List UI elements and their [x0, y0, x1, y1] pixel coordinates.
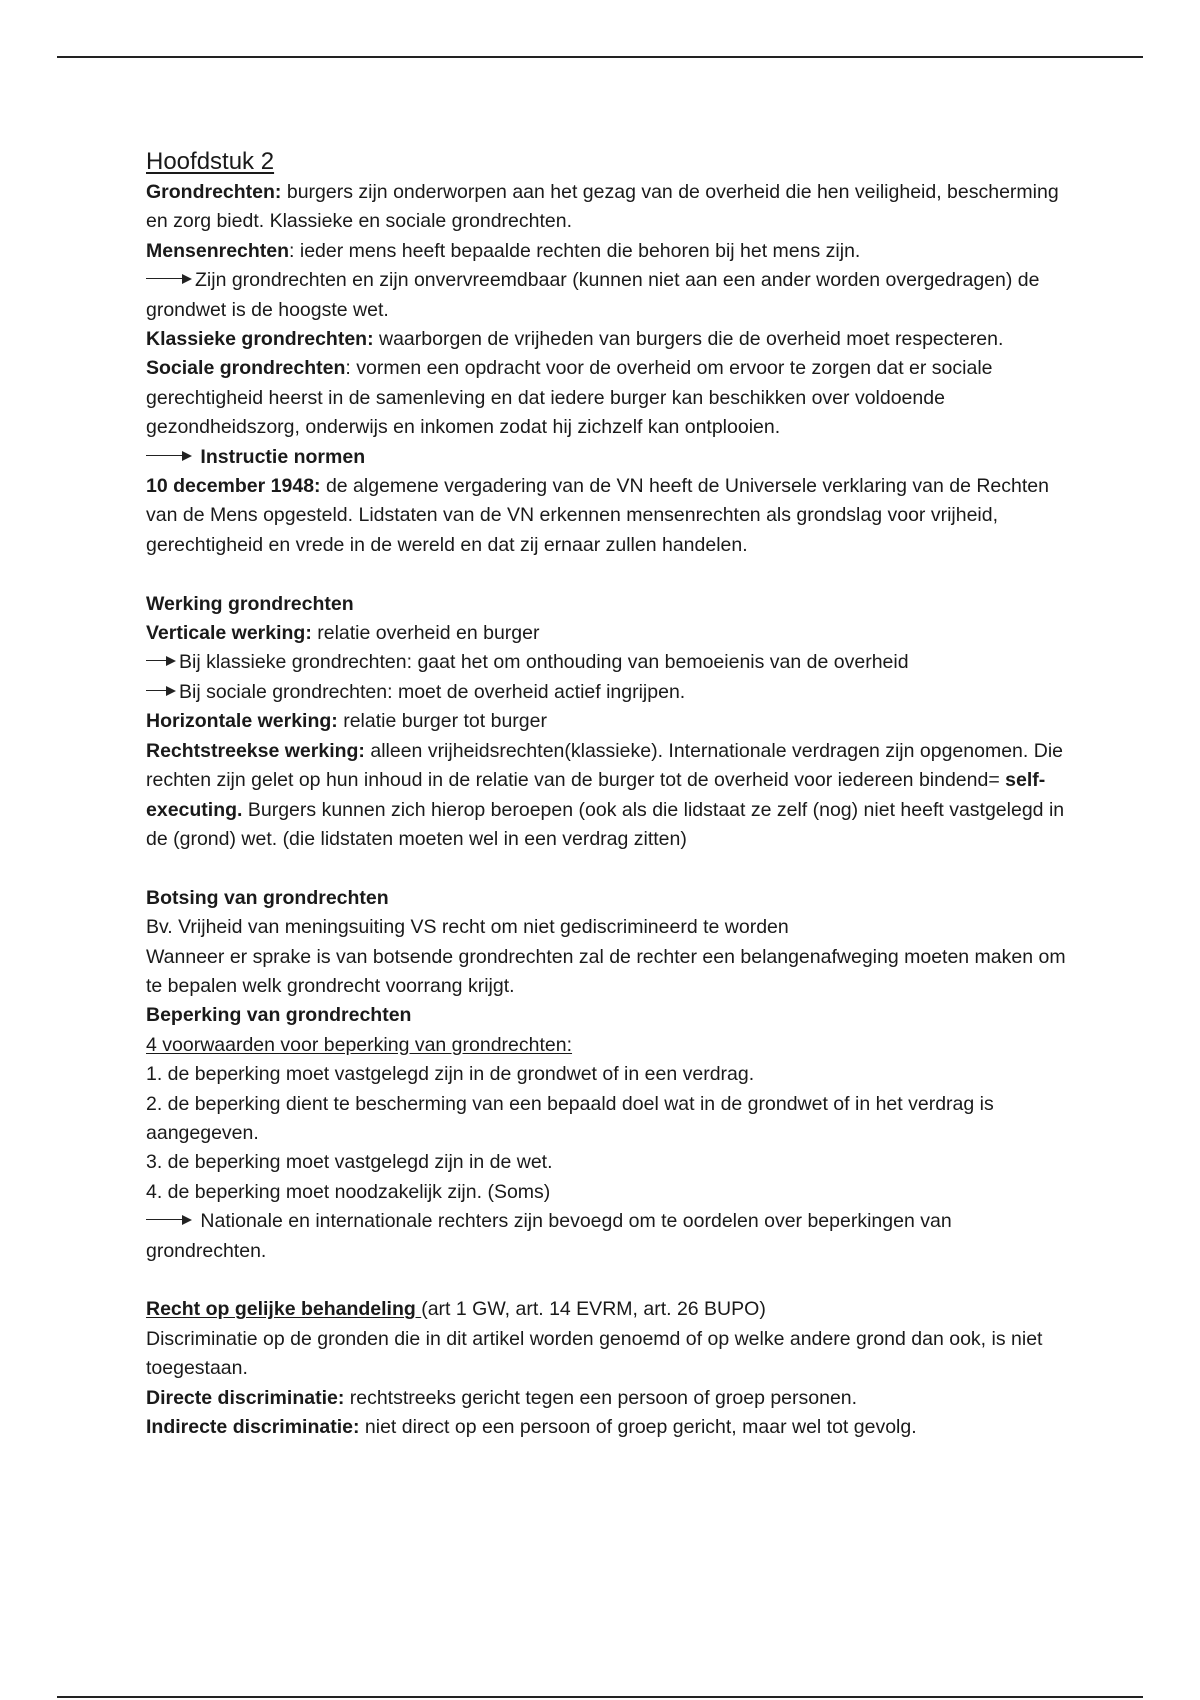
list-item: 4. de beperking moet noodzakelijk zijn. (Soms): [146, 1180, 551, 1203]
footer-rule: [57, 1696, 1143, 1698]
list-item: 1. de beperking moet vastgelegd zijn in de grondwet of in een verdrag.: [146, 1063, 755, 1086]
paragraph-rechtstreekse: Rechtstreekse werking: alleen vrijheidsrechten(klassieke). Internationale verdragen zijn opgenomen. Die rechten zijn gelet op hun inhoud in de relatie van de burger tot de overheid voor iedereen bindend= self-executing. Burgers kunnen zich hierop beroepen (ook als die lidstaat ze zelf (nog) niet heeft vastgelegd in de (grond) wet. (die lidstaten moeten wel in een verdrag zitten): [146, 739, 1065, 850]
paragraph-december: 10 december 1948: de algemene vergadering van de VN heeft de Universele verklaring van de Rechten van de Mens opgesteld. Lidstaten van de VN erkennen mensenrechten als grondslag voor vrijheid, gerechtigheid en vrede in de wereld en dat zij ernaar zullen handelen.: [146, 475, 1049, 556]
term-grondrechten: Grondrechten:: [146, 181, 282, 203]
paragraph-gelijke: Discriminatie op de gronden die in dit artikel worden genoemd of op welke andere grond dan ook, is niet toegestaan.: [146, 1327, 1043, 1380]
term-directe: Directe discriminatie:: [146, 1386, 345, 1409]
spacer: [146, 854, 1076, 883]
paragraph-grondrechten: Grondrechten: burgers zijn onderworpen aan het gezag van de overheid die hen veiligheid, bescherming en zorg biedt. Klassieke en sociale grondrechten.: [146, 181, 1059, 233]
term-rechtstreekse: Rechtstreekse werking:: [146, 739, 365, 762]
section-title-gelijke: Recht op gelijke behandeling (art 1 GW, art. 14 EVRM, art. 26 BUPO): [146, 1298, 766, 1321]
paragraph-sociale: Sociale grondrechten: vormen een opdracht voor de overheid om ervoor te zorgen dat er sociale gerechtigheid heerst in de samenleving en dat iedere burger kan beschikken over voldoende gezondheidszorg, onderwijs en inkomen zodat hij zichzelf kan ontplooien.: [146, 357, 993, 439]
paragraph-indirecte: Indirecte discriminatie: niet direct op een persoon of groep gericht, maar wel tot gevolg.: [146, 1416, 917, 1439]
arrow-right-icon: [146, 1215, 192, 1225]
list-item: 3. de beperking moet vastgelegd zijn in de wet.: [146, 1151, 553, 1174]
document-body: [146, 146, 1076, 1442]
paragraph-directe: Directe discriminatie: rechtstreeks gericht tegen een persoon of groep personen.: [146, 1386, 858, 1409]
section-title-werking: Werking grondrechten: [146, 592, 354, 615]
arrow-right-icon: [146, 274, 192, 284]
term-indirecte: Indirecte discriminatie:: [146, 1416, 360, 1439]
spacer: [146, 1266, 1076, 1295]
paragraph-verticale-arrow-1: Bij klassieke grondrechten: gaat het om onthouding van bemoeienis van de overheid: [146, 648, 1076, 677]
chapter-heading: Hoofdstuk 2: [146, 148, 275, 175]
term-sociale: Sociale grondrechten: [146, 357, 346, 380]
term-mensenrechten: Mensenrechten: [146, 239, 290, 262]
section-title-beperking: Beperking van grondrechten: [146, 1004, 412, 1027]
term-klassieke: Klassieke grondrechten:: [146, 328, 374, 351]
term-horizontale: Horizontale werking:: [146, 710, 338, 733]
term-december: 10 december 1948:: [146, 475, 321, 498]
arrow-right-icon: [146, 451, 192, 461]
paragraph-mensenrechten-arrow: Zijn grondrechten en zijn onvervreemdbaar (kunnen niet aan een ander worden overgedragen) de grondwet is de hoogste wet.: [146, 269, 1040, 321]
voorwaarden-title: 4 voorwaarden voor beperking van grondrechten:: [146, 1033, 573, 1056]
paragraph-mensenrechten: Mensenrechten: ieder mens heeft bepaalde rechten die behoren bij het mens zijn.: [146, 239, 861, 262]
paragraph-verticale-arrow-2: Bij sociale grondrechten: moet de overheid actief ingrijpen.: [146, 678, 1076, 707]
header-rule: [57, 56, 1143, 58]
spacer: [146, 560, 1076, 589]
arrow-right-icon: [146, 686, 176, 696]
paragraph-botsing-2: Wanneer er sprake is van botsende grondrechten zal de rechter een belangenafweging moeten maken om te bepalen welk grondrecht voorrang krijgt.: [146, 945, 1066, 997]
paragraph-beperking-arrow: Nationale en internationale rechters zijn bevoegd om te oordelen over beperkingen van grondrechten.: [146, 1210, 952, 1262]
arrow-right-icon: [146, 656, 176, 666]
list-item: 2. de beperking dient te bescherming van een bepaald doel wat in de grondwet of in het verdrag is aangegeven.: [146, 1092, 994, 1144]
paragraph-verticale: Verticale werking: relatie overheid en burger: [146, 622, 540, 645]
section-title-botsing: Botsing van grondrechten: [146, 886, 389, 909]
paragraph-klassieke: Klassieke grondrechten: waarborgen de vrijheden van burgers die de overheid moet respecteren.: [146, 328, 1004, 351]
paragraph-instructie: Instructie normen: [146, 443, 1076, 472]
paragraph-botsing-1: Bv. Vrijheid van meningsuiting VS recht om niet gediscrimineerd te worden: [146, 916, 789, 939]
term-verticale: Verticale werking:: [146, 622, 312, 645]
paragraph-horizontale: Horizontale werking: relatie burger tot burger: [146, 710, 547, 733]
